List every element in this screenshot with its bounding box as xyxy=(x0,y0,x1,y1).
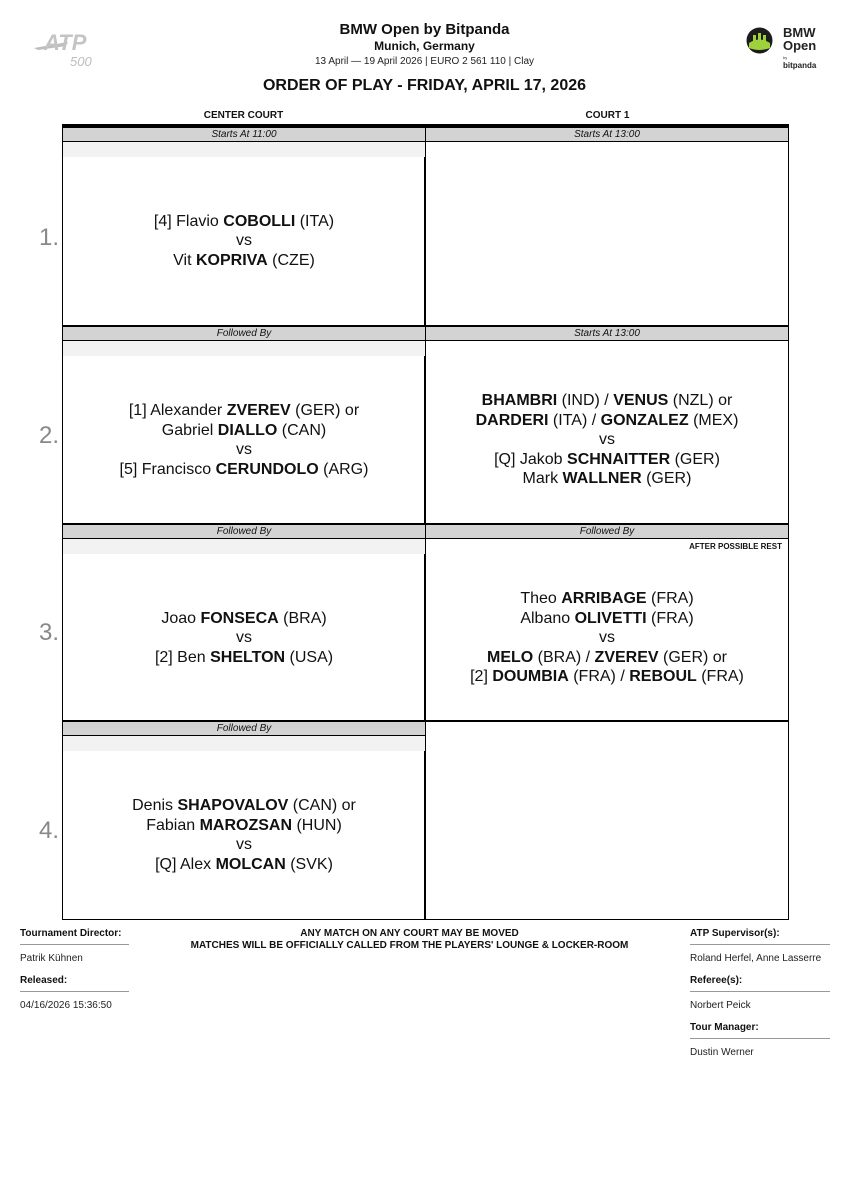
tournament-director-label: Tournament Director: xyxy=(20,928,122,939)
tournament-city: Munich, Germany xyxy=(374,39,475,53)
player-line: BHAMBRI (IND) / VENUS (NZL) or xyxy=(481,392,733,410)
player-line: MELO (BRA) / ZVEREV (GER) or xyxy=(486,648,728,666)
supervisor-names: Roland Herfel, Anne Lasserre xyxy=(690,953,822,964)
player-line: Joao FONSECA (BRA) xyxy=(161,609,327,627)
player-line: DARDERI (ITA) / GONZALEZ (MEX) xyxy=(475,411,739,429)
vs-label: vs xyxy=(236,629,252,647)
match-players xyxy=(63,356,425,524)
match-players xyxy=(63,554,425,722)
match-players xyxy=(426,554,788,722)
referee-name: Norbert Peick xyxy=(690,1000,751,1011)
row-number: 1. xyxy=(39,224,60,251)
vs-label: vs xyxy=(599,629,615,647)
match-players xyxy=(63,751,425,919)
player-line: Theo ARRIBAGE (FRA) xyxy=(520,590,694,608)
released-timestamp: 04/16/2026 15:36:50 xyxy=(20,1000,112,1011)
svg-text:500: 500 xyxy=(70,54,92,69)
player-line: [5] Francisco CERUNDOLO (ARG) xyxy=(119,460,369,478)
player-line: Vit KOPRIVA (CZE) xyxy=(173,251,315,269)
page-header xyxy=(0,0,849,112)
tournament-dates: 13 April — 19 April 2026 | EURO 2 561 110 | Clay xyxy=(314,56,535,67)
row-number: 3. xyxy=(39,619,60,646)
player-line: Gabriel DIALLO (CAN) xyxy=(161,421,327,439)
player-line: [4] Flavio COBOLLI (ITA) xyxy=(153,212,335,230)
start-time-bar: Followed By xyxy=(63,722,425,736)
bmw-open-emblem xyxy=(745,26,774,55)
start-time-bar: Starts At 13:00 xyxy=(426,327,788,341)
player-line: [2] Ben SHELTON (USA) xyxy=(154,648,334,666)
bmw-logo-bitpanda: bitpanda xyxy=(783,61,817,70)
svg-text:ATP: ATP xyxy=(44,30,87,55)
match-cell-court1-1 xyxy=(426,128,788,325)
court-header-center: CENTER COURT xyxy=(203,110,284,121)
after-rest-note: AFTER POSSIBLE REST xyxy=(689,542,782,551)
tour-manager-label: Tour Manager: xyxy=(690,1022,759,1033)
player-line: Albano OLIVETTI (FRA) xyxy=(520,609,694,627)
player-line: [Q] Jakob SCHNAITTER (GER) xyxy=(494,450,720,468)
tournament-director: Patrik Kühnen xyxy=(20,953,83,964)
vs-label: vs xyxy=(599,431,615,449)
start-time-bar: Followed By xyxy=(63,525,425,539)
bmw-logo-by: by xyxy=(783,55,788,60)
row-number: 2. xyxy=(39,422,60,449)
tour-manager-name: Dustin Werner xyxy=(690,1047,754,1058)
vs-label: vs xyxy=(236,441,252,458)
vs-label: vs xyxy=(236,232,252,250)
referee-label: Referee(s): xyxy=(690,975,743,986)
match-cell-court1-3 xyxy=(426,525,788,722)
start-time-bar: Starts At 11:00 xyxy=(63,128,425,142)
player-line: [1] Alexander ZVEREV (GER) or xyxy=(128,402,360,419)
match-cell-center-3 xyxy=(63,525,425,722)
start-time-bar: Starts At 13:00 xyxy=(426,128,788,142)
player-line: Denis SHAPOVALOV (CAN) or xyxy=(132,797,356,814)
bmw-open-logo xyxy=(745,26,835,72)
match-cell-center-2 xyxy=(63,327,425,524)
released-label: Released: xyxy=(20,975,68,986)
notice-line-1: ANY MATCH ON ANY COURT MAY BE MOVED xyxy=(300,928,519,939)
order-of-play-title: ORDER OF PLAY - FRIDAY, APRIL 17, 2026 xyxy=(262,77,587,94)
match-players xyxy=(426,356,788,524)
player-line: [Q] Alex MOLCAN (SVK) xyxy=(155,855,333,873)
match-players xyxy=(63,157,425,325)
start-time-bar: Followed By xyxy=(63,327,425,341)
court-header-court1: COURT 1 xyxy=(585,110,630,121)
match-cell-court1-2 xyxy=(426,327,788,524)
row-number: 4. xyxy=(39,817,60,844)
vs-label: vs xyxy=(236,836,252,853)
supervisor-label: ATP Supervisor(s): xyxy=(690,928,780,939)
start-time-bar: Followed By xyxy=(426,525,788,539)
tournament-title: BMW Open by Bitpanda xyxy=(339,21,510,38)
notice-line-2: MATCHES WILL BE OFFICIALLY CALLED FROM THE PLAYERS' LOUNGE & LOCKER-ROOM xyxy=(190,940,629,951)
player-line: [2] DOUMBIA (FRA) / REBOUL (FRA) xyxy=(470,668,744,686)
bmw-logo-line2: Open xyxy=(783,38,817,53)
player-line: Mark WALLNER (GER) xyxy=(522,470,692,488)
player-line: Fabian MAROZSAN (HUN) xyxy=(146,816,342,834)
match-cell-center-1 xyxy=(63,128,425,325)
bmw-logo-line1: BMW xyxy=(783,25,816,40)
match-cell-center-4 xyxy=(63,722,425,919)
